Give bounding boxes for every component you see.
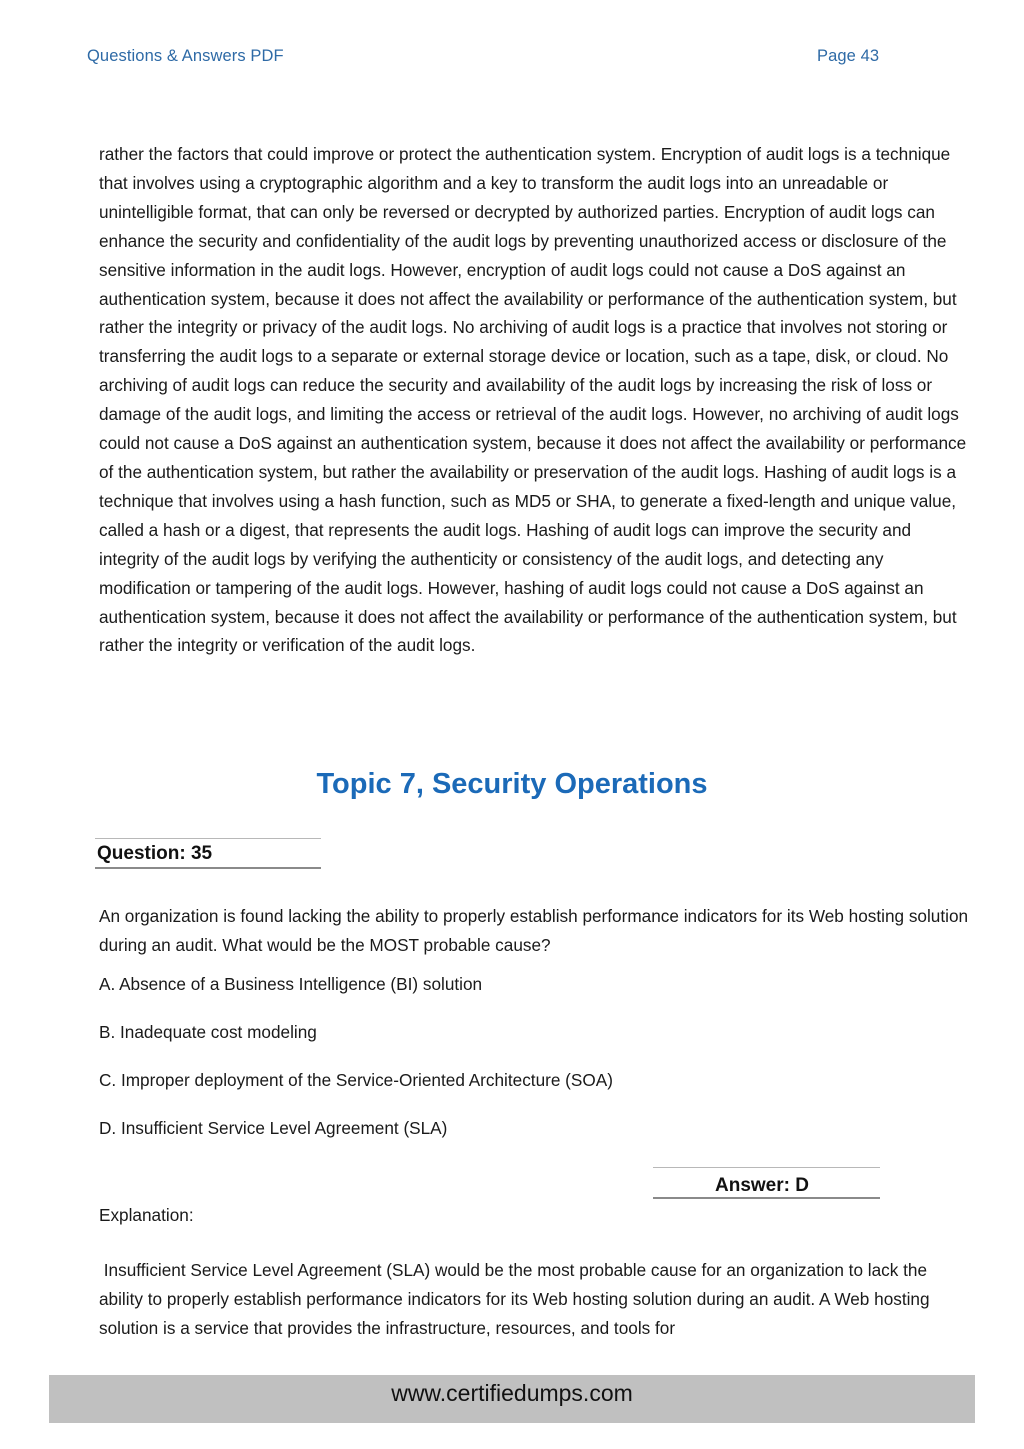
- question-label-box: [95, 838, 321, 869]
- page-footer: [49, 1375, 975, 1423]
- explanation-text: Insufficient Service Level Agreement (SLA) would be the most probable cause for an organization to lack the ability to properly establish performance indicators for its Web hosting solution during an audit. A Web hosting solution is a service that provides the infrastructure, resources, and tools for: [99, 1260, 935, 1338]
- explanation-label: Explanation:: [99, 1205, 194, 1225]
- question-text: An organization is found lacking the ability to properly establish performance indicators for its Web hosting solution during an audit. What would be the MOST probable cause?: [99, 906, 969, 955]
- footer-url[interactable]: www.certifiedumps.com: [391, 1380, 633, 1406]
- option-c: C. Improper deployment of the Service-Oriented Architecture (SOA): [99, 1070, 613, 1090]
- option-d: D. Insufficient Service Level Agreement (SLA): [99, 1118, 448, 1138]
- page-number: Page 43: [817, 47, 880, 65]
- answer-label: Answer: D: [715, 1175, 809, 1196]
- topic-heading: Topic 7, Security Operations: [316, 768, 708, 800]
- option-a: A. Absence of a Business Intelligence (BI) solution: [99, 974, 483, 994]
- continuation-paragraph: rather the factors that could improve or protect the authentication system. Encryption of audit logs is a technique that involves using a cryptographic algorithm and a key to transform the audit logs into an unreadable or unintelligible format, that can only be reversed or decrypted by authorized parties. Encryption of audit logs can enhance the security and confidentiality of the audit logs by preventing unauthorized access or disclosure of the sensitive information in the audit logs. However, encryption of audit logs could not cause a DoS against an authentication system, because it does not affect the availability or performance of the authentication system, but rather the integrity or privacy of the audit logs. No archiving of audit logs is a practice that involves not storing or transferring the audit logs to a separate or external storage device or location, such as a tape, disk, or cloud. No archiving of audit logs can reduce the security and availability of the audit logs by increasing the risk of loss or damage of the audit logs, and limiting the access or retrieval of the audit logs. However, no archiving of audit logs could not cause a DoS against an authentication system, because it does not affect the availability or performance of the authentication system, but rather the availability or preservation of the audit logs. Hashing of audit logs is a technique that involves using a hash function, such as MD5 or SHA, to generate a fixed-length and unique value, called a hash or a digest, that represents the audit logs. Hashing of audit logs can improve the security and integrity of the audit logs by verifying the authenticity or consistency of the audit logs, and detecting any modification or tampering of the audit logs. However, hashing of audit logs could not cause a DoS against an authentication system, because it does not affect the availability or performance of the authentication system, but rather the integrity or verification of the audit logs.: [99, 144, 967, 656]
- option-b: B. Inadequate cost modeling: [99, 1022, 317, 1042]
- question-label: Question: 35: [97, 843, 213, 864]
- header-title: Questions & Answers PDF: [87, 47, 284, 65]
- answer-box: [653, 1167, 880, 1199]
